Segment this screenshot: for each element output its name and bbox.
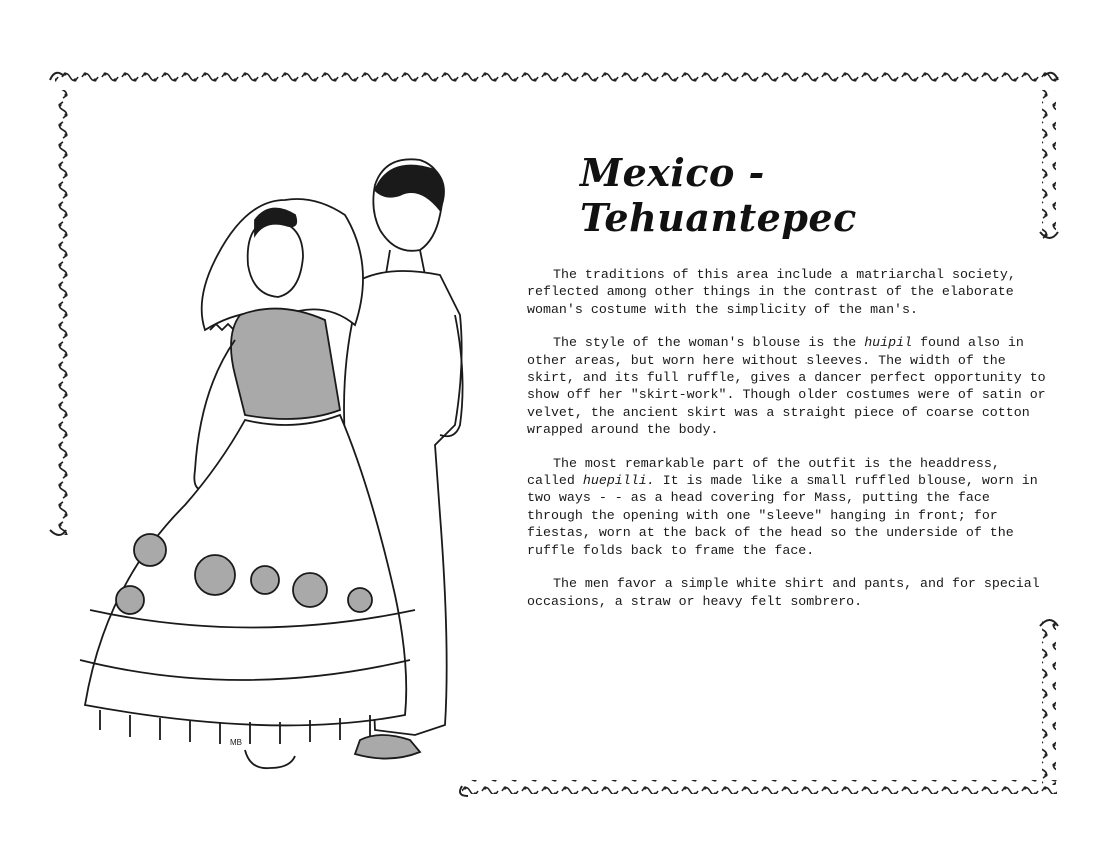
border-left — [54, 90, 68, 535]
term-huipil: huipil — [864, 335, 913, 351]
paragraph-blouse — [527, 334, 1047, 438]
body-text — [527, 266, 1047, 626]
illustration-signature: MB — [230, 738, 242, 747]
border-right-upper — [1042, 90, 1056, 240]
paragraph-text: found also in other areas, but worn here without sleeves. The width of the skirt, and its full ruffle, gives a dancer perfect opportunity to show off her "skirt-work". Though older costumes were of satin or velvet, the ancient skirt was a straight piece of coarse cotton wrapped around the body. — [527, 335, 1046, 438]
paragraph-men — [527, 575, 1047, 610]
paragraph-text: The men favor a simple white shirt and pants, and for special occasions, a straw or heavy felt sombrero. — [527, 576, 1040, 609]
border-right-lower — [1042, 620, 1056, 785]
border-top — [55, 72, 1060, 86]
border-bottom — [462, 780, 1057, 794]
paragraph-headdress — [527, 455, 1047, 559]
costume-illustration — [70, 150, 490, 780]
paragraph-text: The style of the woman's blouse is the — [553, 335, 857, 351]
paragraph-text: It is made like a small ruffled blouse, worn in two ways - - as a head covering for Mass, putting the face through the opening with one "sleeve" hanging in front; for fiestas, worn at the back of the head so the underside of the ruffle folds back to frame the face. — [527, 473, 1038, 558]
paragraph-traditions — [527, 266, 1047, 318]
paragraph-text: The most remarkable part of the outfit is the headdress, called — [527, 455, 1000, 489]
document-title: Mexico - Tehuantepec — [580, 150, 857, 240]
paragraph-text: The traditions of this area include a matriarchal society, reflected among other things in the contrast of the elaborate woman's costume with the simplicity of the man's. — [527, 267, 1016, 317]
term-huepilli: huepilli. — [582, 473, 655, 489]
